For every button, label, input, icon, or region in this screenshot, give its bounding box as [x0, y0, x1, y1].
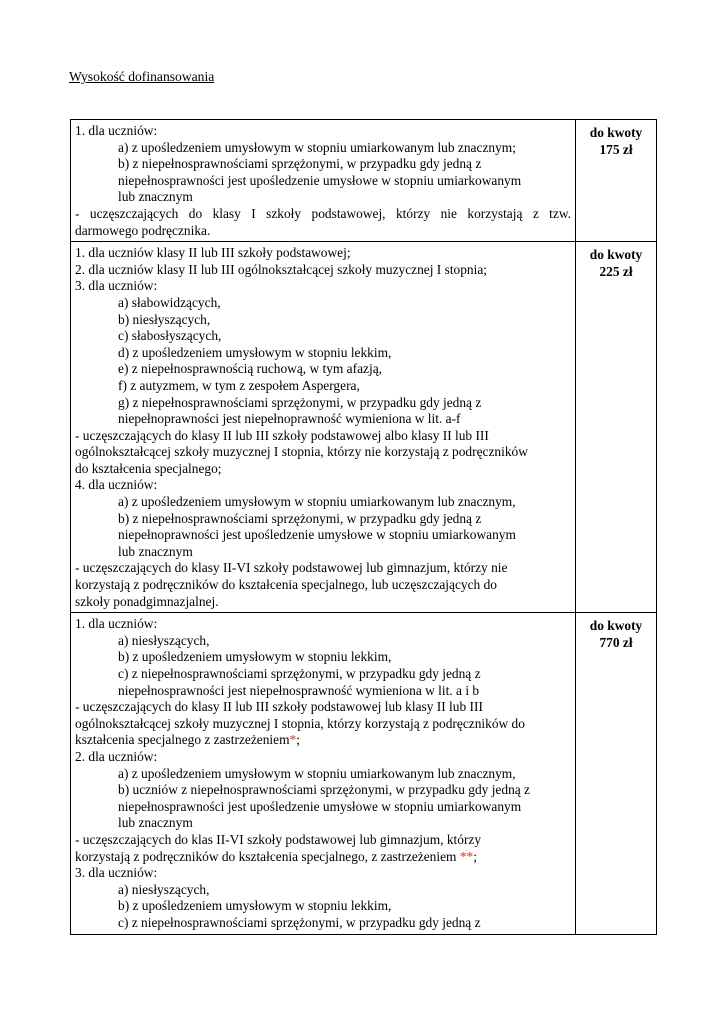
description-line: ogólnokształcącej szkoły muzycznej I stopnia, którzy nie korzystają z podręczników — [75, 444, 528, 460]
description-line: - uczęszczających do klasy II lub III szkoły podstawowej albo klasy II lub III — [75, 427, 489, 443]
sub-item-line: niepełnosprawności jest upośledzenie umysłowe w stopniu umiarkowanym — [118, 798, 522, 814]
eligibility-description — [71, 242, 576, 613]
amount-label: do kwoty — [589, 618, 643, 634]
funding-row — [71, 242, 657, 613]
funding-row — [71, 120, 657, 242]
sub-item-line: a) słabowidzących, — [118, 294, 221, 310]
sub-item-line: b) uczniów z niepełnosprawnościami sprzężonymi, w przypadku gdy jedną z — [118, 782, 531, 798]
description-line: do kształcenia specjalnego; — [75, 460, 222, 476]
sub-item-line: niepełnoprawności jest upośledzenie umysłowe w stopniu umiarkowanym — [118, 527, 516, 543]
description-line: 1. dla uczniów: — [75, 616, 158, 632]
description-line: 3. dla uczniów: — [75, 278, 158, 294]
description-line: 4. dla uczniów: — [75, 477, 158, 493]
sub-item-line: c) z niepełnosprawnościami sprzężonymi, w przypadku gdy jedną z — [118, 914, 481, 930]
sub-item-line: e) z niepełnosprawnością ruchową, w tym afazją, — [118, 361, 382, 377]
funding-row — [71, 613, 657, 934]
sub-item-line: b) z upośledzeniem umysłowym w stopniu lekkim, — [118, 898, 392, 914]
sub-item-line: lub znacznym — [118, 815, 193, 831]
sub-item-line: a) z upośledzeniem umysłowym w stopniu umiarkowanym lub znacznym, — [118, 494, 516, 510]
sub-item-line: a) niesłyszących, — [118, 881, 210, 897]
description-line: - uczęszczających do klasy II-VI szkoły podstawowej lub gimnazjum, którzy nie — [75, 560, 508, 576]
description-line: darmowego podręcznika. — [75, 222, 211, 238]
sub-item-line: b) z niepełnosprawnościami sprzężonymi, w przypadku gdy jedną z — [118, 510, 482, 526]
sub-item-line: c) z niepełnosprawnościami sprzężonymi, w przypadku gdy jedną z — [118, 666, 481, 681]
funding-amount — [576, 120, 657, 242]
description-line: 1. dla uczniów klasy II lub III szkoły podstawowej; — [75, 245, 351, 261]
sub-item-line: f) z autyzmem, w tym z zespołem Aspergera, — [118, 377, 360, 393]
amount-label: do kwoty — [589, 125, 643, 140]
sub-item-line: b) niesłyszących, — [118, 311, 211, 327]
sub-item-line: b) z upośledzeniem umysłowym w stopniu lekkim, — [118, 649, 392, 665]
description-line: korzystają z podręczników do kształcenia specjalnego, z zastrzeżeniem **; — [75, 848, 477, 864]
description-line: - uczęszczających do klasy II lub III szkoły podstawowej lub klasy II lub III — [75, 699, 483, 715]
eligibility-description — [71, 120, 576, 242]
amount-value: 770 zł — [599, 635, 633, 651]
footnote-asterisk: * — [289, 732, 297, 748]
sub-item-line: lub znacznym — [118, 543, 193, 559]
sub-item-line: a) z upośledzeniem umysłowym w stopniu umiarkowanym lub znacznym, — [118, 765, 516, 781]
sub-item-line: a) niesłyszących, — [118, 632, 210, 648]
description-line: 2. dla uczniów klasy II lub III ogólnokształcącej szkoły muzycznej I stopnia; — [75, 261, 488, 277]
amount-value: 175 zł — [599, 142, 633, 157]
sub-item-line: d) z upośledzeniem umysłowym w stopniu lekkim, — [118, 344, 392, 360]
description-line: - uczęszczających do klas II-VI szkoły podstawowej lub gimnazjum, którzy — [75, 831, 482, 847]
sub-item-line: b) z niepełnosprawnościami sprzężonymi, w przypadku gdy jedną z — [118, 156, 482, 172]
description-line: 1. dla uczniów: — [75, 123, 158, 138]
sub-item-line: a) z upośledzeniem umysłowym w stopniu umiarkowanym lub znacznym; — [118, 139, 516, 155]
description-line: korzystają z podręczników do kształcenia specjalnego, lub uczęszczających do — [75, 577, 497, 593]
description-line: szkoły ponadgimnazjalnej. — [75, 593, 219, 609]
sub-item-line: c) słabosłyszących, — [118, 328, 222, 344]
funding-table — [70, 119, 657, 935]
description-line: - uczęszczających do klasy I szkoły podstawowej, którzy nie korzystają z tzw. — [75, 205, 571, 221]
amount-value: 225 zł — [599, 264, 633, 280]
sub-item-line: niepełnoprawności jest niepełnoprawność wymieniona w lit. a-f — [118, 411, 461, 427]
description-line: 2. dla uczniów: — [75, 748, 158, 764]
funding-amount — [576, 613, 657, 934]
description-line: 3. dla uczniów: — [75, 865, 158, 881]
footnote-asterisk: ** — [459, 848, 474, 864]
description-line: kształcenia specjalnego z zastrzeżeniem*; — [75, 732, 300, 748]
description-line: ogólnokształcącej szkoły muzycznej I stopnia, którzy korzystają z podręczników do — [75, 715, 525, 731]
sub-item-line: niepełnosprawności jest upośledzenie umysłowe w stopniu umiarkowanym — [118, 172, 522, 188]
sub-item-line: lub znacznym — [118, 189, 193, 205]
eligibility-description — [71, 613, 576, 934]
page-heading: Wysokość dofinansowania — [69, 69, 215, 84]
sub-item-line: niepełnosprawności jest niepełnosprawność wymieniona w lit. a i b — [118, 682, 480, 698]
amount-label: do kwoty — [589, 247, 643, 263]
funding-amount — [576, 242, 657, 613]
sub-item-line: g) z niepełnosprawnościami sprzężonymi, w przypadku gdy jedną z — [118, 394, 482, 410]
